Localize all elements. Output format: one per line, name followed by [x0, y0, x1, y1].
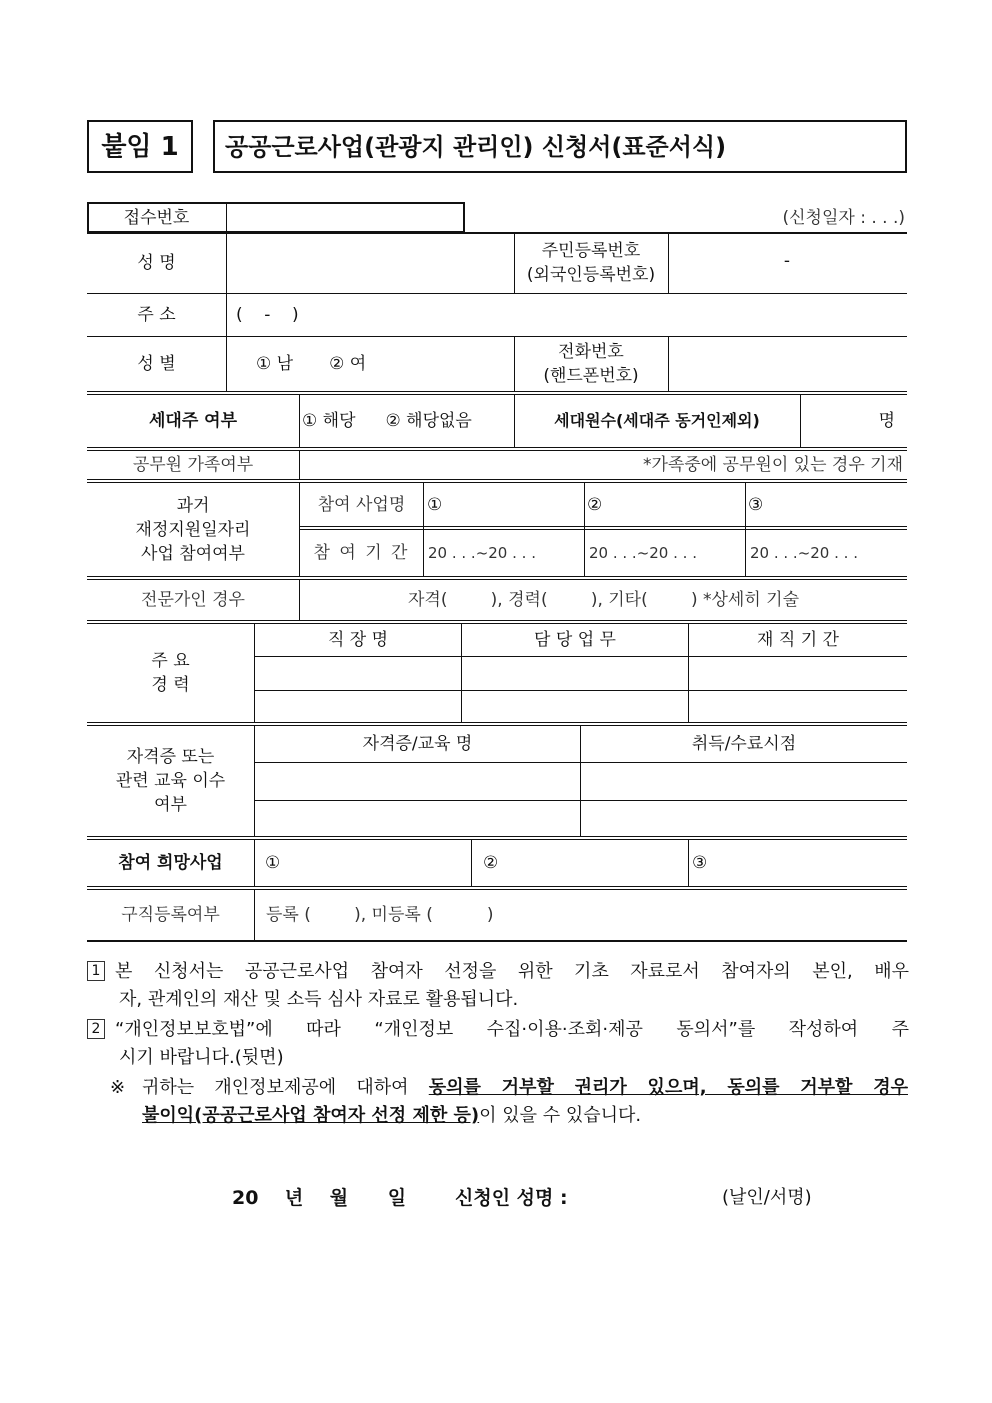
- phone-label-line2: (핸드폰번호): [543, 366, 639, 386]
- householder-no-option[interactable]: ② 해당없음: [385, 411, 472, 431]
- career-label: [87, 624, 254, 722]
- note-3-emphasis-1: 동의를 거부할 권리가 있으며, 동의를 거부할 경우: [428, 1077, 908, 1098]
- past-project-3[interactable]: ③: [748, 495, 764, 515]
- householder-label: 세대주 여부: [148, 411, 238, 431]
- phone-label: [514, 337, 668, 391]
- past-period-3[interactable]: 20 . . .~20 . . .: [750, 544, 858, 562]
- expert-input[interactable]: 자격( ), 경력( ), 기타( ) *상세히 기술: [407, 590, 800, 610]
- name-input[interactable]: [228, 235, 512, 291]
- note-1-line2: 자, 관계인의 재산 및 소득 심사 자료로 활용됩니다.: [119, 989, 519, 1010]
- signature-date[interactable]: 20 년 월 일: [232, 1187, 407, 1209]
- desired-project-3[interactable]: ③: [692, 853, 708, 873]
- period-label: 참 여 기 간: [313, 543, 410, 563]
- householder-options: [302, 395, 512, 447]
- receipt-label: 접수번호: [123, 207, 190, 228]
- career-label-line1: 주 요: [151, 651, 190, 671]
- note-3-text-d: 이 있을 수 있습니다.: [479, 1105, 642, 1126]
- rrn-input[interactable]: -: [783, 250, 791, 271]
- household-members-unit: 명: [878, 411, 895, 431]
- household-members-input[interactable]: [801, 395, 895, 447]
- past-period-1[interactable]: 20 . . .~20 . . .: [428, 544, 536, 562]
- name-label: 성 명: [137, 253, 176, 273]
- note-3-mark: ※: [110, 1077, 126, 1098]
- cert-label-line1: 자격증 또는: [126, 747, 215, 767]
- form-title: [213, 120, 907, 173]
- past-label-line3: 사업 참여여부: [141, 543, 245, 564]
- note-3-text-a: 귀하는 개인정보제공에 대하여: [142, 1077, 429, 1098]
- past-project-2[interactable]: ②: [587, 495, 603, 515]
- past-project-1[interactable]: ①: [427, 495, 443, 515]
- note-3: [110, 1074, 908, 1130]
- form-title-text: 공공근로사업(관광지 관리인) 신청서(표준서식): [225, 132, 727, 161]
- career-row-1[interactable]: [255, 657, 907, 690]
- note-1: [87, 958, 909, 1014]
- phone-label-line1: 전화번호: [558, 342, 624, 362]
- note-1-line1: 본 신청서는 공공근로사업 참여자 선정을 위한 기초 자료로서 참여자의 본인, 배우: [115, 961, 909, 982]
- rrn-label: [514, 233, 668, 293]
- signature-input[interactable]: [615, 1180, 715, 1210]
- gender-male-option[interactable]: ① 남: [256, 354, 294, 374]
- past-participation-label: [87, 483, 299, 576]
- cert-label-line3: 여부: [154, 795, 187, 815]
- note-2-number: 2: [87, 1019, 105, 1039]
- note-3-emphasis-2: 불이익(공공근로사업 참여자 선정 제한 등): [142, 1105, 480, 1126]
- seal-label: (날인/서명): [722, 1187, 812, 1208]
- signer-label: 신청인 성명 :: [455, 1187, 568, 1209]
- cert-header-name: 자격증/교육 명: [362, 734, 473, 754]
- note-2-line1: “개인정보보호법”에 따라 “개인정보 수집·이용·조회·제공 동의서”를 작성하여 주: [115, 1019, 909, 1040]
- career-label-line2: 경 력: [151, 675, 190, 695]
- project-name-label: 참여 사업명: [317, 495, 406, 515]
- career-header-period: 재 직 기 간: [757, 630, 839, 650]
- desired-project-label: 참여 희망사업: [118, 853, 223, 873]
- attachment-badge: [87, 120, 193, 173]
- past-label-line2: 재정지원일자리: [135, 519, 251, 540]
- apply-date[interactable]: (신청일자 : . . .): [782, 207, 905, 228]
- civil-servant-input[interactable]: *가족중에 공무원이 있는 경우 기재: [642, 455, 903, 475]
- receipt-input[interactable]: [228, 204, 463, 231]
- note-2: [87, 1016, 909, 1072]
- householder-yes-option[interactable]: ① 해당: [302, 411, 356, 431]
- note-2-line2: 시기 바랍니다.(뒷면): [119, 1047, 284, 1068]
- desired-project-1[interactable]: ①: [265, 853, 281, 873]
- cert-header-date: 취득/수료시점: [691, 734, 797, 754]
- gender-label: 성 별: [137, 354, 176, 374]
- gender-options: [256, 337, 506, 391]
- attachment-badge-text: 붙임 1: [101, 131, 179, 162]
- phone-input[interactable]: [669, 339, 905, 389]
- cert-label: [87, 726, 254, 836]
- cert-row-1[interactable]: [255, 763, 907, 800]
- rrn-label-line1: 주민등록번호: [541, 241, 641, 261]
- gender-female-option[interactable]: ② 여: [329, 354, 367, 374]
- desired-project-2[interactable]: ②: [483, 853, 499, 873]
- address-label: 주 소: [137, 305, 176, 325]
- rrn-label-line2: (외국인등록번호): [526, 265, 656, 285]
- household-members-label: 세대원수(세대주 동거인제외): [554, 411, 760, 430]
- address-input[interactable]: ( - ): [236, 305, 299, 325]
- job-registration-label: 구직등록여부: [121, 905, 220, 925]
- career-row-2[interactable]: [255, 691, 907, 722]
- cert-label-line2: 관련 교육 이수: [115, 771, 226, 791]
- cert-row-2[interactable]: [255, 801, 907, 836]
- civil-servant-label: 공무원 가족여부: [132, 455, 254, 475]
- job-registration-input[interactable]: 등록 ( ), 미등록 ( ): [266, 905, 494, 925]
- past-period-2[interactable]: 20 . . .~20 . . .: [589, 544, 697, 562]
- career-header-workplace: 직 장 명: [327, 630, 389, 650]
- note-1-number: 1: [87, 961, 105, 981]
- past-label-line1: 과거: [176, 495, 210, 516]
- expert-label: 전문가인 경우: [141, 590, 245, 610]
- career-header-duty: 담 당 업 무: [534, 630, 616, 650]
